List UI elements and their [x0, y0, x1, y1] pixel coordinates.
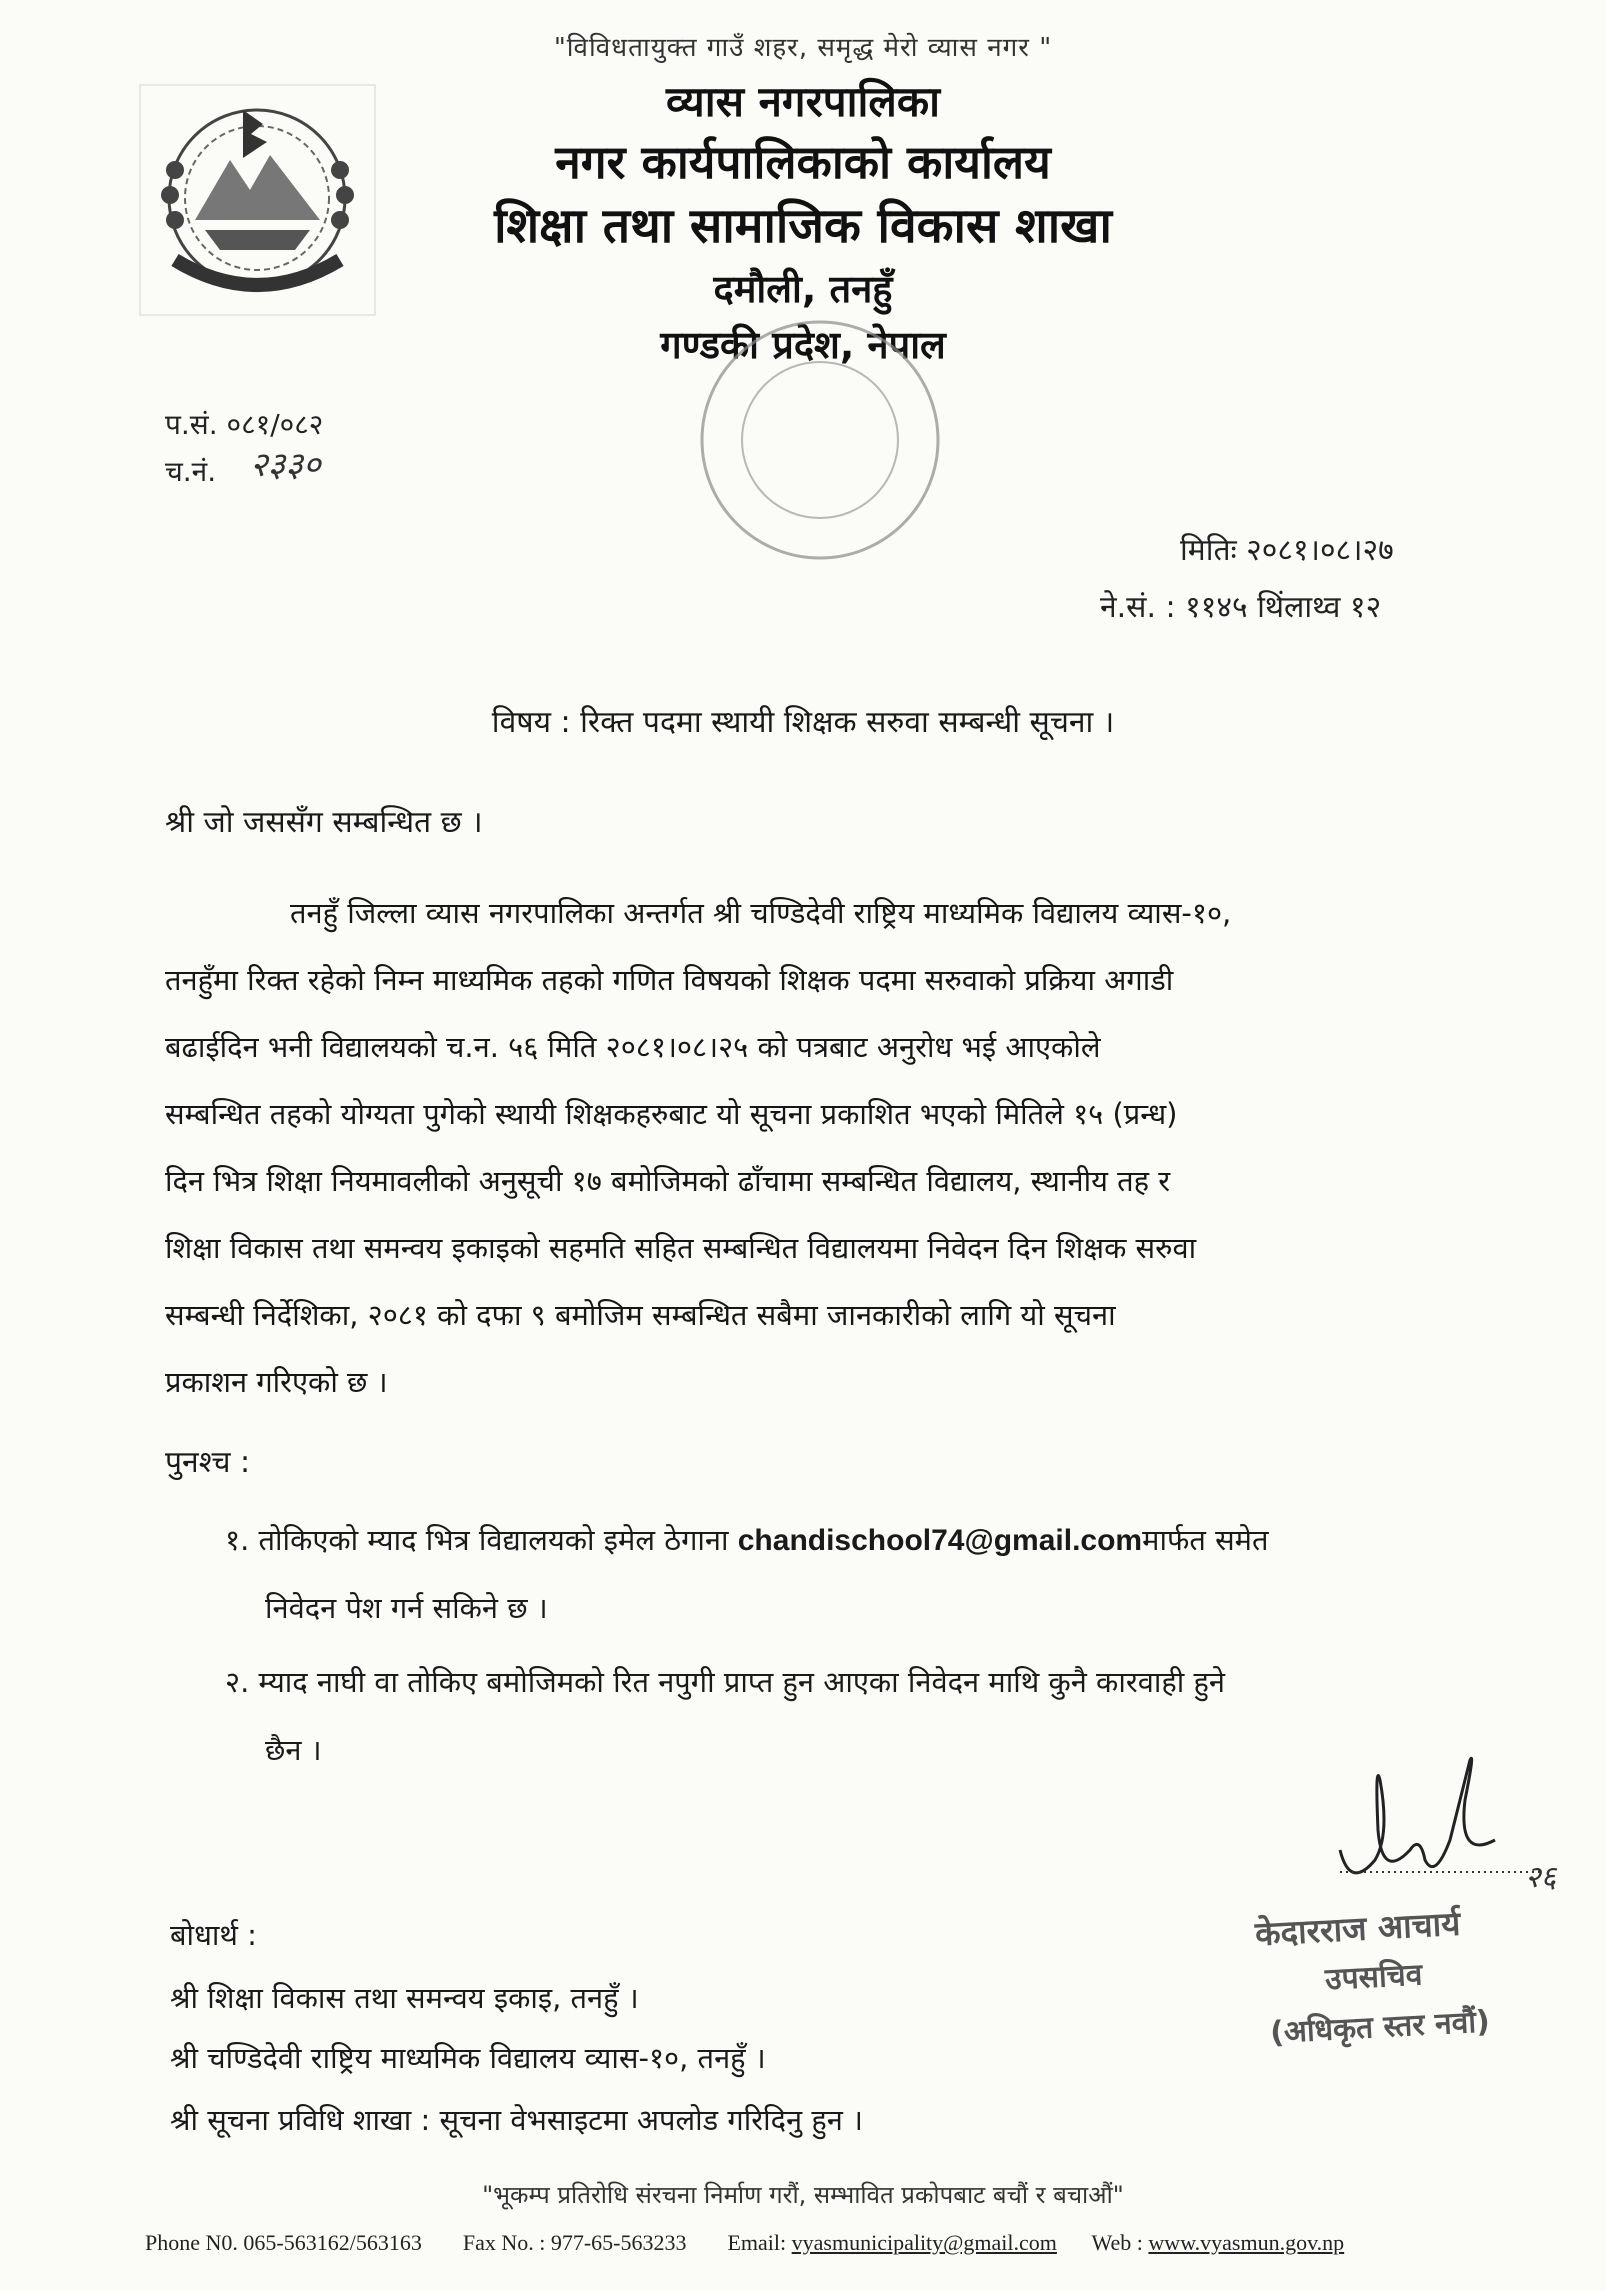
municipality-name: व्यास नगरपालिका: [666, 77, 940, 126]
footer-email-label: Email:: [727, 2230, 792, 2255]
postscript-item-1-cont: निवेदन पेश गर्न सकिने छ ।: [265, 1591, 548, 1625]
paragraph-line: तनहुँमा रिक्त रहेको निम्न माध्यमिक तहको गणित विषयको शिक्षक पदमा सरुवाको प्रक्रिया अगाडी: [165, 963, 1174, 997]
signature-date-note: २६: [1525, 1860, 1557, 1895]
postscript-item-2: २. म्याद नाघी वा तोकिए बमोजिमको रित नपुगी प्राप्त हुन आएका निवेदन माथि कुनै कारवाही हुने: [225, 1665, 1225, 1699]
postscript-item-1-text: १. तोकिएको म्याद भित्र विद्यालयको इमेल ठेगाना: [225, 1523, 738, 1557]
signatory-title: उपसचिव: [1324, 1957, 1424, 1998]
postscript-label: पुनश्च :: [165, 1445, 251, 1480]
address-city: दमौली, तनहुँ: [713, 267, 893, 311]
office-stamp: [690, 310, 950, 570]
footer-email-link[interactable]: vyasmunicipality@gmail.com: [791, 2230, 1057, 2255]
paragraph-line: प्रकाशन गरिएको छ ।: [165, 1365, 388, 1399]
letter-cn-label: च.नं.: [165, 455, 217, 488]
date-bs: मितिः २०८१।०८।२७: [1180, 533, 1394, 568]
signature: [1320, 1740, 1560, 1910]
signatory-name: केदारराज आचार्य: [1254, 1903, 1462, 1954]
paragraph-line: सम्बन्धित तहको योग्यता पुगेको स्थायी शिक्षकहरुबाट यो सूचना प्रकाशित भएको मितिले १५ (प्रन्ध): [165, 1097, 1178, 1131]
paragraph-line: तनहुँ जिल्ला व्यास नगरपालिका अन्तर्गत श्री चण्डिदेवी राष्ट्रिय माध्यमिक विद्यालय व्यास-१०,: [290, 896, 1232, 930]
signatory-rank: (अधिकृत स्तर नवौं): [1269, 2004, 1491, 2051]
subject-line: विषय : रिक्त पदमा स्थायी शिक्षक सरुवा सम्बन्धी सूचना ।: [491, 705, 1115, 740]
motto: "विविधतायुक्त गाउँ शहर, समृद्ध मेरो व्यास नगर ": [553, 33, 1053, 63]
letter-ps-number: प.सं. ०८१/०८२: [165, 408, 324, 441]
footer-phone: Phone N0. 065-563162/563163: [145, 2230, 422, 2255]
footer-contact: [145, 2230, 1344, 2256]
footer-web-label: Web :: [1091, 2230, 1149, 2255]
postscript-item-2-cont: छैन ।: [265, 1733, 322, 1767]
paragraph-line: सम्बन्धी निर्देशिका, २०८१ को दफा ९ बमोजिम सम्बन्धित सबैमा जानकारीको लागि यो सूचना: [165, 1298, 1116, 1332]
notice-paragraph: [165, 880, 1520, 1416]
postscript-item-1-text-end: मार्फत समेत: [1142, 1523, 1269, 1557]
cc-item: श्री शिक्षा विकास तथा समन्वय इकाइ, तनहुँ ।: [170, 1981, 639, 2015]
letter-cn-value: २३३०: [250, 445, 321, 485]
paragraph-line: शिक्षा विकास तथा समन्वय इकाइको सहमति सहित सम्बन्धित विद्यालयमा निवेदन दिन शिक्षक सरुवा: [165, 1231, 1197, 1265]
office-name: नगर कार्यपालिकाको कार्यालय: [555, 135, 1051, 189]
footer-web-link[interactable]: www.vyasmun.gov.np: [1148, 2230, 1345, 2255]
paragraph-line: दिन भित्र शिक्षा नियमावलीको अनुसूची १७ बमोजिमको ढाँचामा सम्बन्धित विद्यालय, स्थानीय तह र: [165, 1164, 1171, 1198]
cc-item: श्री चण्डिदेवी राष्ट्रिय माध्यमिक विद्यालय व्यास-१०, तनहुँ ।: [170, 2041, 766, 2075]
footer-slogan: "भूकम्प प्रतिरोधि संरचना निर्माण गरौं, सम्भावित प्रकोपबाट बचौं र बचाऔं": [482, 2181, 1124, 2209]
salutation: श्री जो जससँग सम्बन्धित छ ।: [165, 805, 483, 840]
date-nepal-sambat: ने.सं. : ११४५ थिंलाथ्व १२: [1100, 590, 1382, 625]
address-province: गण्डकी प्रदेश, नेपाल: [660, 323, 946, 367]
footer-fax: Fax No. : 977-65-563233: [462, 2230, 687, 2255]
cc-label: बोधार्थ :: [170, 1918, 257, 1952]
paragraph-line: बढाईदिन भनी विद्यालयको च.न. ५६ मिति २०८१।०८।२५ को पत्रबाट अनुरोध भई आएकोले: [165, 1030, 1101, 1064]
postscript-item-1: [225, 1520, 1269, 1559]
branch-name: शिक्षा तथा सामाजिक विकास शाखा: [494, 198, 1112, 254]
school-email: chandischool74@gmail.com: [737, 1524, 1143, 1557]
cc-item: श्री सूचना प्रविधि शाखा : सूचना वेभसाइटमा अपलोड गरिदिनु हुन ।: [170, 2103, 864, 2137]
